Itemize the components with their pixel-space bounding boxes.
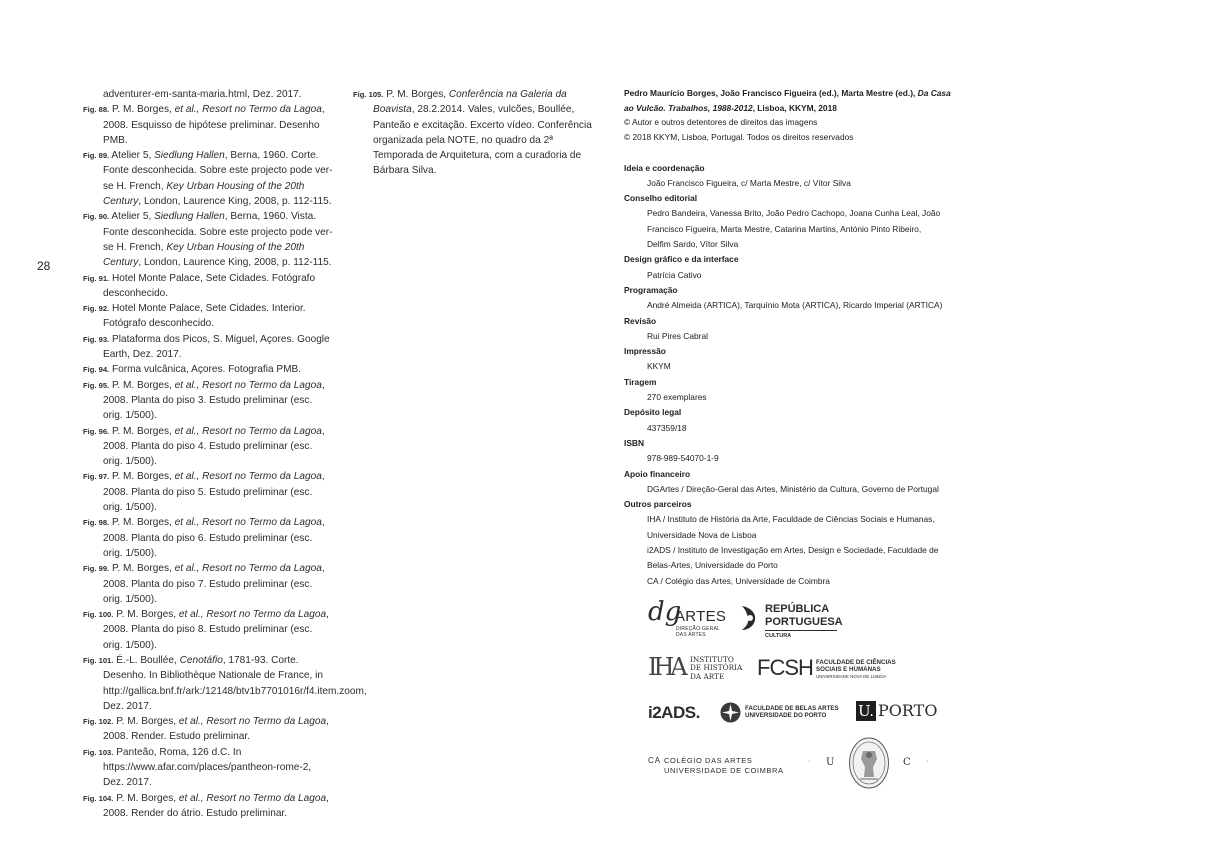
colophon-heading: Ideia e coordenação [624, 162, 705, 173]
rights-line: © 2018 KKYM, Lisboa, Portugal. Todos os direitos reservados [624, 132, 854, 143]
figure-caption [83, 469, 333, 515]
colophon [624, 86, 960, 589]
fcsh-logo [757, 656, 897, 684]
figure-caption [83, 561, 333, 607]
colophon-value: Rui Pires Cabral [647, 330, 708, 341]
colophon-heading: Impressão [624, 346, 666, 357]
figure-caption [83, 102, 333, 148]
colophon-value: Delfim Sardo, Vítor Silva [647, 239, 739, 250]
caption-text: Hotel Monte Palace, Sete Cidades. Fotógrafo desconhecido. [103, 272, 316, 299]
iha-line: INSTITUTO [690, 655, 734, 664]
page-number: 28 [37, 259, 51, 273]
figure-number: Fig. 98. [83, 518, 110, 528]
figure-caption [83, 745, 333, 791]
dgartes-word: ARTES [675, 608, 727, 625]
caption-text: Atelier 5, Siedlung Hallen, Berna, 1960. Corte. Fonte desconhecida. Sobre este projecto pode ver-se H. French, Key Urban Housing of the 20th Century, London, Laurence King, 2008, p. 112-115. [103, 150, 333, 208]
caption-text: P. M. Borges, et al., Resort no Termo da Lagoa, 2008. Planta do piso 8. Estudo preliminar (esc. orig. 1/500). [103, 609, 329, 651]
figure-caption [83, 791, 333, 822]
caption-text: P. M. Borges, et al., Resort no Termo da Lagoa, 2008. Planta do piso 5. Estudo preliminar (esc. orig. 1/500). [103, 471, 325, 514]
colophon-value: CA / Colégio das Artes, Universidade de Coimbra [647, 575, 830, 586]
uporto-logo [856, 701, 946, 723]
figure-caption [83, 378, 333, 424]
caption-text: P. M. Borges, Conferência na Galeria da Boavista, 28.2.2014. Vales, vulcões, Boullée, Panteão e excitação. Excerto vídeo. Conferência organizada pela NOTE, no quadro da 2ª Temporada de Arquitetura, com a curadoria de Bárbara Silva. [373, 89, 592, 177]
colophon-heading: ISBN [624, 437, 645, 448]
figure-caption [83, 148, 333, 209]
figure-number: Fig. 103. [83, 747, 114, 757]
iha-mark: IHA [648, 653, 684, 681]
figure-number: Fig. 104. [83, 793, 114, 803]
figure-number: Fig. 105. [353, 90, 384, 99]
colophon-value: Francisco Figueira, Marta Mestre, Catarina Martins, António Pinto Ribeiro, [647, 223, 922, 234]
colophon-heading: Programação [624, 284, 678, 295]
uc-letter: U [826, 757, 835, 768]
uporto-mark: U. [858, 702, 875, 720]
fbaup-line: FACULDADE DE BELAS ARTES [745, 705, 839, 712]
republica-portuguesa-logo [738, 603, 843, 643]
coimbra-seal-icon [848, 737, 890, 789]
figure-number: Fig. 101. [83, 655, 114, 665]
fcsh-line: UNIVERSIDADE NOVA DE LISBOA [816, 674, 887, 679]
figure-caption [83, 301, 333, 332]
caption-text: Atelier 5, Siedlung Hallen, Berna, 1960. Vista. Fonte desconhecida. Sobre este projecto pode ver-se H. French, Key Urban Housing of the 20th Century, London, Laurence King, 2008, p. 112-115. [103, 211, 333, 269]
iha-logo [648, 655, 748, 685]
rights-line: © Autor e outros detentores de direitos das imagens [624, 117, 818, 127]
universidade-de-coimbra-logo [808, 737, 933, 789]
figure-number: Fig. 89. [83, 151, 110, 161]
figure-caption [83, 271, 333, 302]
fbaup-emblem-icon [720, 702, 741, 723]
colophon-value: 270 exemplares [647, 392, 707, 403]
ca-line: COLÉGIO DAS ARTES [664, 756, 753, 765]
caption-text: P. M. Borges, et al., Resort no Termo da Lagoa, 2008. Render. Estudo preliminar. [103, 716, 329, 743]
uporto-word: PORTO [878, 701, 938, 720]
figure-number: Fig. 96. [83, 426, 110, 436]
ca-mark: CA [648, 756, 662, 765]
fcsh-line: FACULDADE DE CIÊNCIAS [816, 659, 896, 666]
colophon-heading: Design gráfico e da interface [624, 254, 739, 265]
figure-caption [353, 87, 593, 179]
dgartes-mark: dg [648, 597, 682, 627]
republica-line: PORTUGUESA [765, 615, 843, 628]
colophon-value: DGArtes / Direção-Geral das Artes, Ministério da Cultura, Governo de Portugal [647, 483, 939, 494]
colophon-heading: Apoio financeiro [624, 468, 691, 479]
captions-column-2 [353, 87, 593, 179]
fcsh-line: SOCIAIS E HUMANAS [816, 666, 881, 673]
caption-text: Panteão, Roma, 126 d.C. In https://www.afar.com/places/pantheon-rome-2, Dez. 2017. [103, 746, 312, 789]
figure-number: Fig. 94. [83, 365, 110, 375]
figure-caption [83, 607, 333, 653]
dgartes-logo [648, 597, 728, 641]
figure-number: Fig. 93. [83, 334, 110, 344]
figure-caption [83, 362, 333, 377]
caption-text: P. M. Borges, et al., Resort no Termo da Lagoa, 2008. Esquisso de hipótese preliminar. Desenho PMB. [103, 104, 325, 146]
republica-line: REPÚBLICA [765, 603, 830, 615]
uc-dot: · [926, 758, 929, 765]
caption-text: P. M. Borges, et al., Resort no Termo da Lagoa, 2008. Planta do piso 7. Estudo preliminar (esc. orig. 1/500). [103, 563, 325, 605]
dgartes-subtitle: DIREÇÃO-GERAL [676, 626, 720, 632]
iha-line: DE HISTÓRIA [690, 663, 743, 673]
i2ads-logo: i2ADS. [648, 703, 700, 722]
caption-text: adventurer-em-santa-maria.html, Dez. 2017. [103, 89, 302, 100]
colophon-value: 437359/18 [647, 422, 687, 433]
figure-number: Fig. 92. [83, 304, 110, 314]
figure-number: Fig. 95. [83, 380, 110, 390]
figure-caption [83, 332, 333, 363]
colophon-heading: Conselho editorial [624, 193, 698, 204]
colegio-das-artes-logo [648, 756, 793, 778]
colophon-value: Universidade Nova de Lisboa [647, 529, 757, 540]
caption-text: P. M. Borges, et al., Resort no Termo da Lagoa, 2008. Planta do piso 3. Estudo preliminar (esc. orig. 1/500). [103, 379, 325, 422]
caption-text: Forma vulcânica, Açores. Fotografia PMB. [111, 364, 302, 376]
uc-letter: C [903, 757, 911, 768]
figure-number: Fig. 99. [83, 564, 110, 574]
figure-number: Fig. 97. [83, 472, 110, 482]
republica-emblem-icon [738, 604, 760, 632]
caption-text: Plataforma dos Picos, S. Miguel, Açores. Google Earth, Dez. 2017. [103, 333, 330, 361]
republica-subtitle: CULTURA [765, 633, 792, 639]
colophon-value: IHA / Instituto de História da Arte, Faculdade de Ciências Sociais e Humanas, [647, 514, 935, 525]
figure-number: Fig. 91. [83, 273, 110, 283]
figure-caption [83, 424, 333, 470]
caption-text: É.-L. Boullée, Cenotáfio, 1781-93. Corte. Desenho. In Bibliothèque Nationale de France, in http://gallica.bnf.fr/ark:/12148/btv1b7701016r/f4.item.zoom, Dez. 2017. [103, 654, 367, 712]
colophon-value: Patrícia Cativo [647, 269, 702, 280]
colophon-heading: Depósito legal [624, 407, 682, 418]
citation: Pedro Maurício Borges, João Francisco Figueira (ed.), Marta Mestre (ed.), Da Casa ao Vulcão. Trabalhos, 1988-2012, Lisboa, KKYM, 2018 [624, 88, 951, 113]
iha-line: DA ARTE [690, 671, 725, 681]
colophon-value: João Francisco Figueira, c/ Marta Mestre, c/ Vítor Silva [647, 177, 851, 188]
colophon-value: KKYM [647, 361, 671, 372]
figure-caption [83, 653, 367, 714]
caption-text: P. M. Borges, et al., Resort no Termo da Lagoa, 2008. Render do átrio. Estudo preliminar. [103, 792, 329, 819]
figure-caption [83, 209, 333, 270]
fbaup-logo [720, 702, 845, 726]
colophon-heading: Revisão [624, 315, 657, 326]
colophon-heading: Tiragem [624, 376, 657, 387]
caption-text: Hotel Monte Palace, Sete Cidades. Interior. Fotógrafo desconhecido. [103, 303, 306, 330]
figure-caption [83, 87, 333, 102]
figure-caption [83, 515, 333, 561]
colophon-value: Belas-Artes, Universidade do Porto [647, 560, 778, 571]
caption-text: P. M. Borges, et al., Resort no Termo da Lagoa, 2008. Planta do piso 4. Estudo preliminar (esc. orig. 1/500). [103, 425, 325, 468]
figure-number: Fig. 102. [83, 717, 114, 727]
figure-number: Fig. 88. [83, 105, 110, 115]
colophon-value: 978-989-54070-1-9 [647, 453, 719, 464]
colophon-value: i2ADS / Instituto de Investigação em Artes, Design e Sociedade, Faculdade de [647, 545, 939, 556]
ca-line: UNIVERSIDADE DE COIMBRA [664, 766, 784, 775]
captions-column-1 [83, 87, 367, 821]
caption-text: P. M. Borges, et al., Resort no Termo da Lagoa, 2008. Planta do piso 6. Estudo preliminar (esc. orig. 1/500). [103, 517, 325, 559]
uc-dot: · [808, 758, 811, 765]
dgartes-subtitle: DAS ARTES [676, 631, 706, 638]
colophon-value: André Almeida (ARTICA), Tarquínio Mota (ARTICA), Ricardo Imperial (ARTICA) [647, 300, 943, 311]
colophon-heading: Outros parceiros [624, 499, 692, 510]
colophon-sections [624, 161, 960, 589]
fbaup-line: UNIVERSIDADE DO PORTO [745, 712, 827, 720]
figure-caption [83, 714, 333, 745]
fcsh-mark: FCSH [757, 655, 813, 680]
figure-number: Fig. 100. [83, 610, 114, 620]
figure-number: Fig. 90. [83, 212, 110, 222]
colophon-value: Pedro Bandeira, Vanessa Brito, João Pedro Cachopo, Joana Cunha Leal, João [647, 208, 941, 219]
